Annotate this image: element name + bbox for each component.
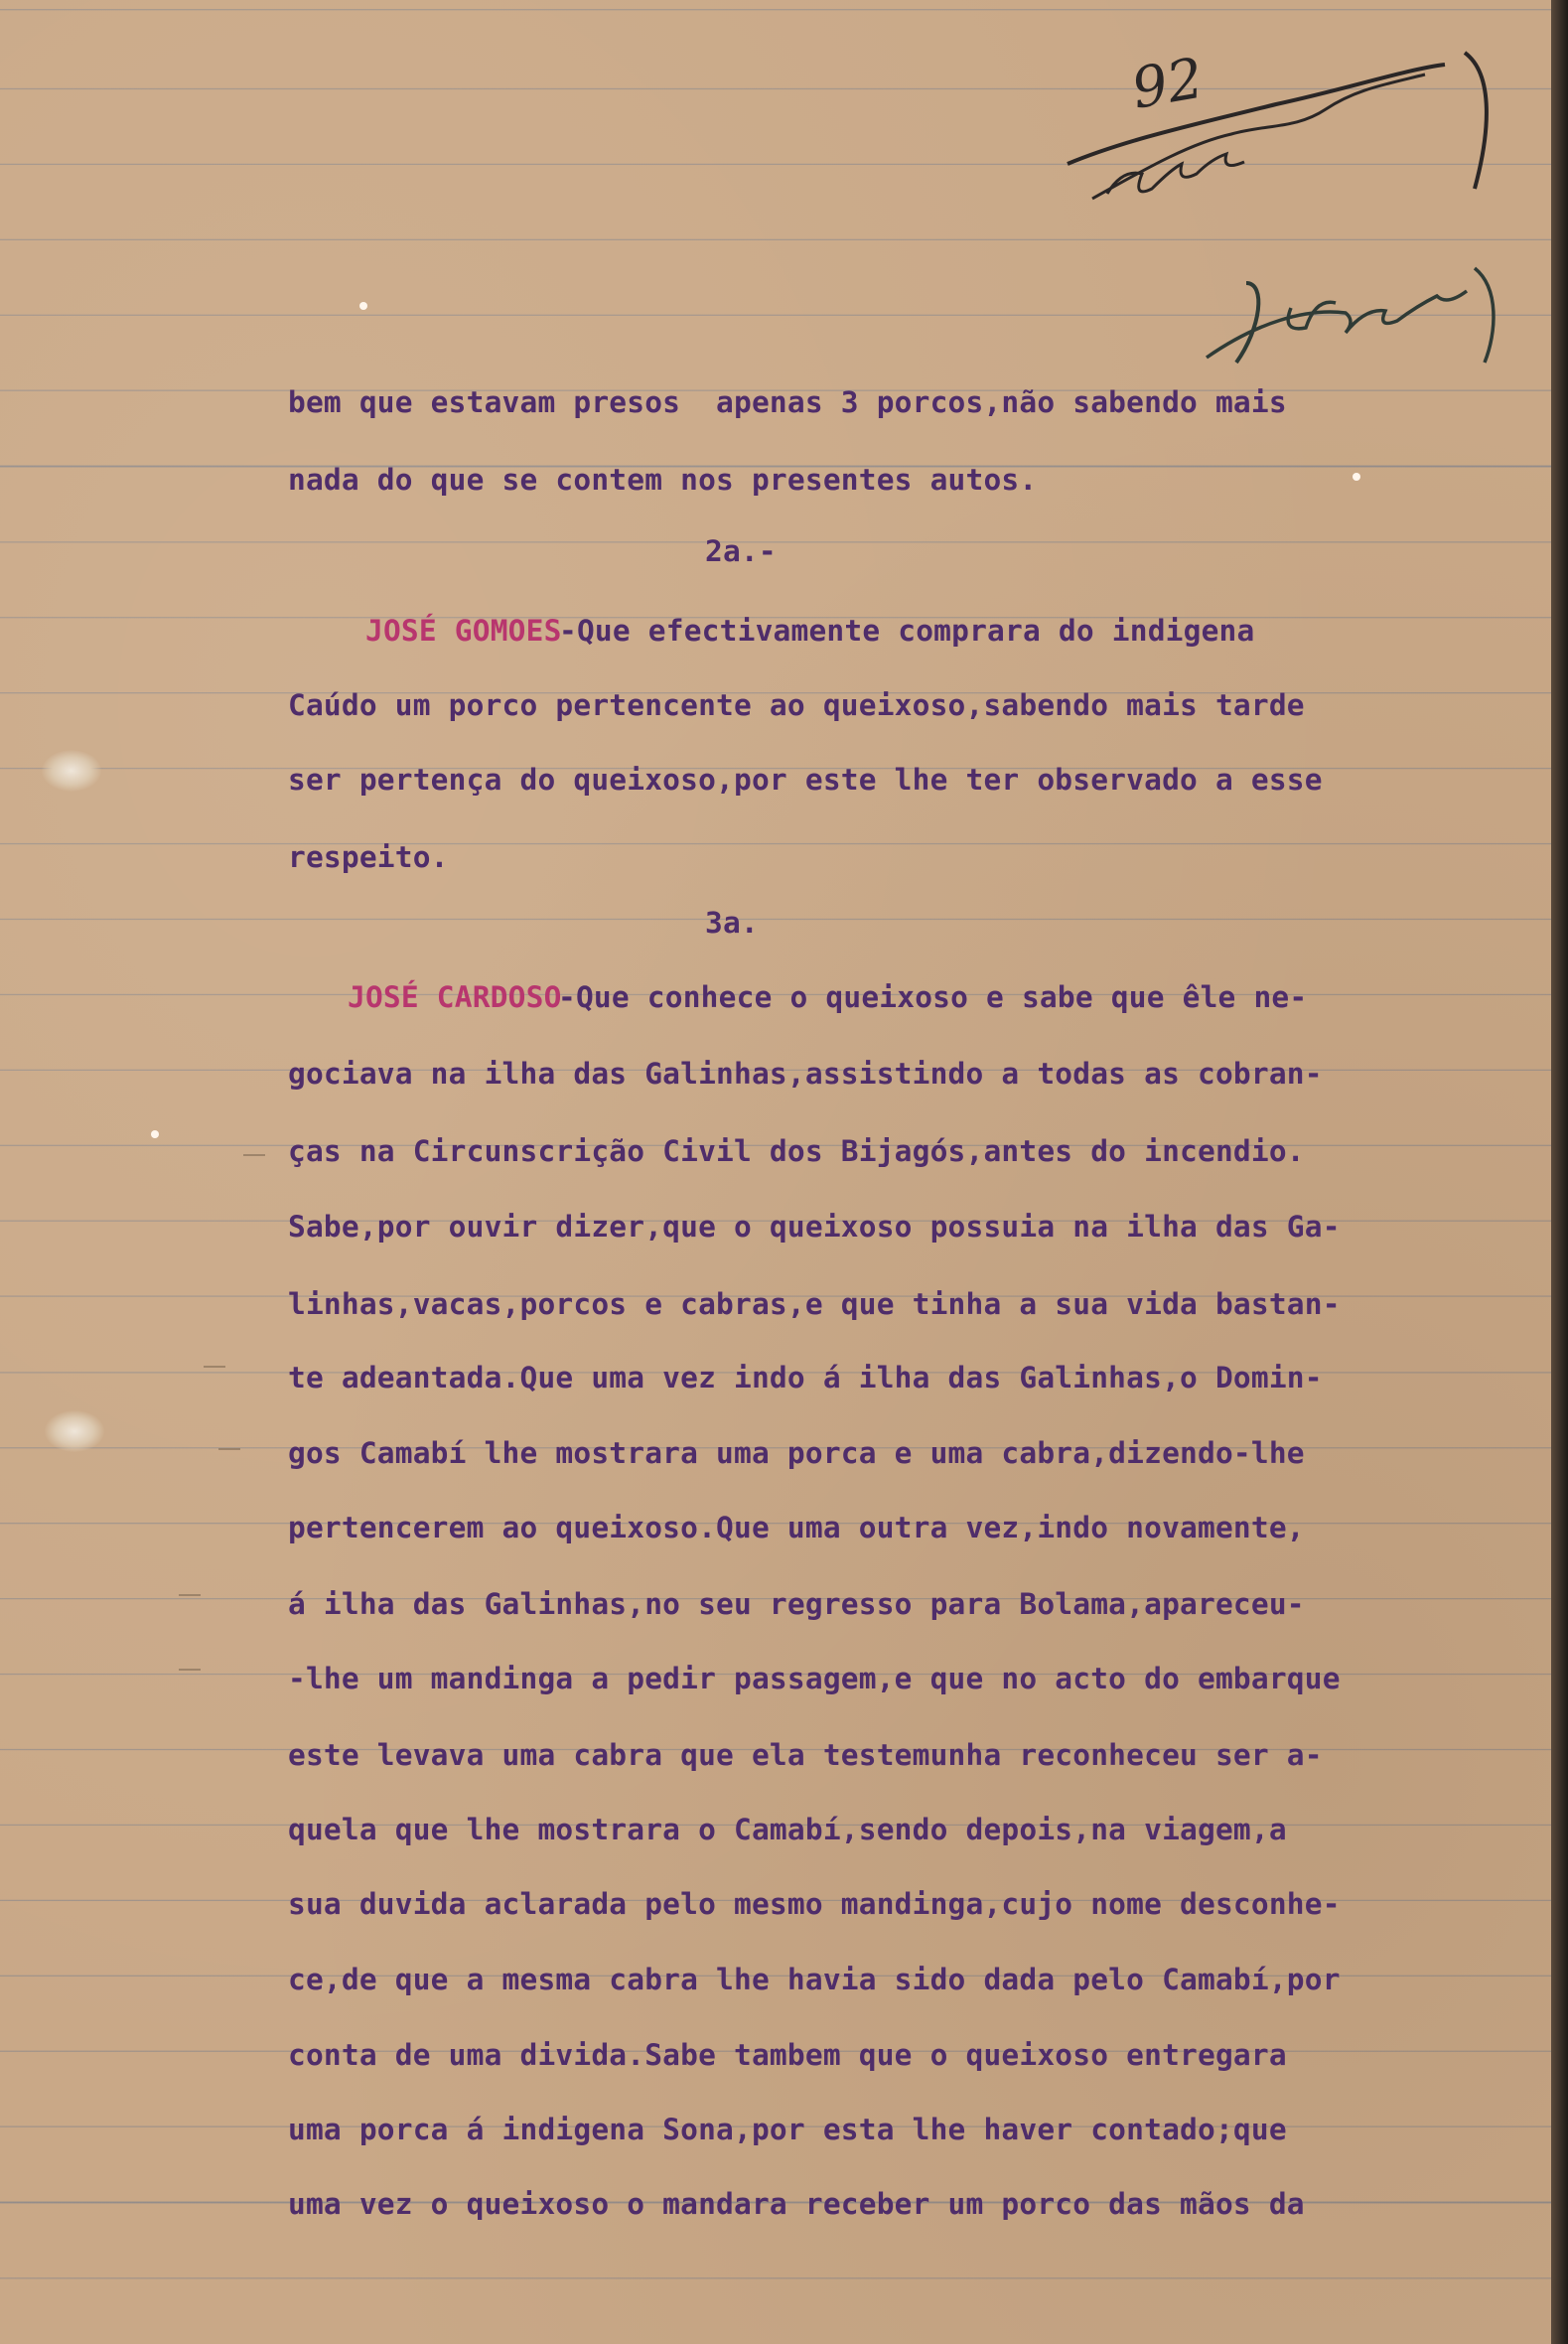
- punch-hole-top: [42, 750, 101, 792]
- paper-speck: [151, 1130, 159, 1138]
- margin-mark: [179, 1594, 201, 1596]
- folio-annotation: [1048, 25, 1504, 214]
- folio-number: 92: [1126, 46, 1209, 122]
- text-line: JOSÉ GOMOES -Que efectivamente comprara do indigena: [365, 614, 1255, 648]
- text-line: JOSÉ CARDOSO -Que conhece o queixoso e sabe que êle ne-: [348, 980, 1308, 1014]
- document-page: 92 bem que estavam presos apenas 3 porcos,não sabendo mais nada do que se contem nos presentes autos. 2a.- JOSÉ GOMOES -Que efectivamente comprara do indigena Caúdo um porco pertencente ao queixoso,sabendo mais tarde ser pertença do queixoso,por este lhe ter observado a esse respeito. 3a. JOSÉ CARDOSO -Que conhece o queixoso e sabe que êle ne- gociava na ilha das Galinhas,assistindo a todas as cobran- ças na Circunscrição Civil dos Bijagós,antes do incendio. Sabe,por ouvir dizer,que o queixoso possuia na ilha das Ga- linhas,vacas,porcos e cabras,e que tinha a sua vida bastan- te adeantada.Que uma vez indo á ilha das Galinhas,o Domin- gos Camabí lhe mostrara uma porca e uma cabra,dizendo-lhe pertencerem ao queixoso.Que uma outra vez,indo novamente, á ilha das Galinhas,no seu regresso para Bolama,apareceu- -lhe um mandinga a pedir passagem,e que no acto do embarque este levava uma cabra que ela testemunha reconheceu ser a- quela que lhe mostrara o Camabí,sendo depois,na viagem,a sua duvida aclarada pelo mesmo mandinga,cujo nome desconhe- ce,de que a mesma cabra lhe havia sido dada pelo Camabí,por conta de uma divida.Sabe tambem que o queixoso entregara uma porca á indigena Sona,por esta lhe haver contado;que uma vez o queixoso o mandara receber um porco das mãos da: [0, 0, 1551, 2344]
- initials-signature: [1187, 253, 1514, 377]
- page-edge-shadow: [1551, 0, 1568, 2344]
- punch-hole-bottom: [45, 1410, 104, 1452]
- margin-mark: [179, 1669, 201, 1671]
- paper-speck: [1353, 473, 1360, 481]
- witness-name: JOSÉ CARDOSO: [348, 980, 562, 1014]
- margin-mark: [204, 1366, 225, 1368]
- paper-speck: [359, 302, 367, 310]
- margin-mark: [243, 1154, 265, 1156]
- margin-mark: [218, 1448, 240, 1450]
- witness-name: JOSÉ GOMOES: [365, 614, 562, 648]
